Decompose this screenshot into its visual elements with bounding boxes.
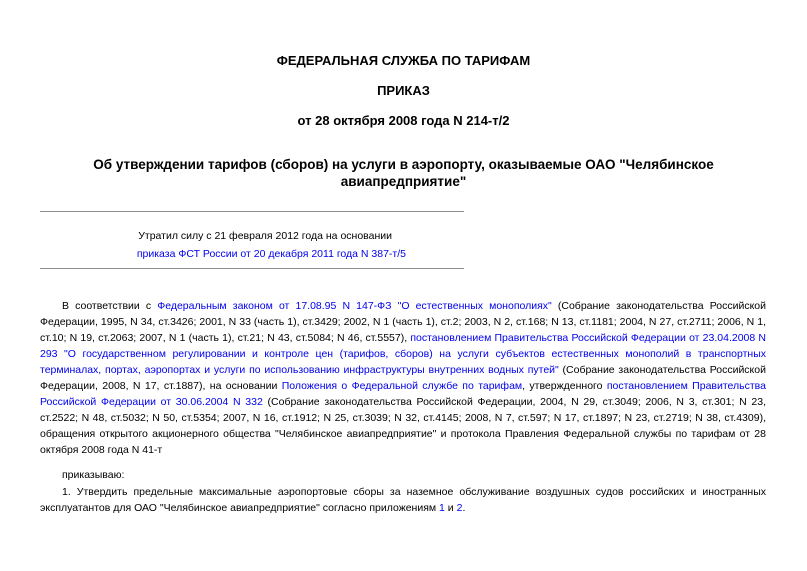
agency-heading: ФЕДЕРАЛЬНАЯ СЛУЖБА ПО ТАРИФАМ (276, 53, 531, 68)
item1-text-1: 1. Утвердить предельные максимальные аэропортовые сборы за наземное обслуживание воздушных судов российских и иностранных эксплуатантов для ОАО "Челябинское авиапредприятие" согласно приложениям (40, 486, 766, 514)
resolution-293-link[interactable]: постановлением Правительства Российской Федерации от 23.04.2008 N 293 "О государственном регулировании и контроле цен (тарифов, сборов) на услуги субъектов естественных монополий в транспортных терминалах, портах, аэропортах и услуги по использованию инфраструктуры внутренних водных путей" (40, 332, 766, 376)
order-item-1 (40, 484, 766, 516)
item1-text-2: и (444, 502, 457, 514)
document-date-heading: от 28 октября 2008 года N 214-т/2 (297, 113, 510, 128)
status-note-text: Утратил силу с 21 февраля 2012 года на основании (138, 230, 392, 242)
appendix-1-link[interactable]: 1 (439, 502, 445, 514)
document-type-heading: ПРИКАЗ (377, 83, 430, 98)
preamble-text-2: (Собрание законодательства Российской Федерации, 1995, N 34, ст.3426; 2001, N 33 (часть 1), ст.3429; 2002, N 1 (часть 1), ст.2; 2003, N 2, ст.168; N 13, ст.1181; 2004, N 27, ст.2711; 2006, N 1, ст.10; N 19, ст.2063; 2007, N 1 (часть 1), ст.21; N 43, ст.5084; N 46, ст.5557), (40, 300, 766, 344)
preamble-text-5: (Собрание законодательства Российской Федерации, 2004, N 29, ст.3049; 2006, N 3, ст.301; N 23, ст.2522; N 48, ст.5032; N 50, ст.5354; 2007, N 16, ст.1912; N 25, ст.3039; N 32, ст.4145; 2008, N 7, ст.597; N 17, ст.1897; N 23, ст.2719; N 38, ст.4309), обращения открытого акционерного общества "Челябинское авиапредприятие" и протокола Правления Федеральной службы по тарифам от 28 октября 2008 года N 41-т (40, 396, 766, 456)
divider-top (40, 211, 464, 212)
repeal-order-link[interactable]: приказа ФСТ России от 20 декабря 2011 года N 387-т/5 (136, 248, 406, 260)
fst-regulation-link[interactable]: Положения о Федеральной службе по тарифам (281, 380, 523, 392)
preamble-text-1: В соответствии с (62, 300, 158, 312)
preamble-paragraph (40, 298, 766, 458)
order-word: приказываю: (62, 469, 125, 481)
preamble-text-4: , утвержденного (522, 380, 607, 392)
appendix-2-link[interactable]: 2 (456, 502, 463, 514)
law-147-fz-link[interactable]: Федеральным законом от 17.08.95 N 147-ФЗ "О естественных монополиях" (157, 300, 552, 312)
status-note (40, 227, 464, 263)
resolution-332-link[interactable]: постановлением Правительства Российской Федерации от 30.06.2004 N 332 (40, 380, 766, 408)
document-title: Об утверждении тарифов (сборов) на услуги в аэропорту, оказываемые ОАО "Челябинское авиапредприятие" (93, 157, 714, 189)
item1-text-3: . (462, 502, 466, 514)
preamble-text-3: (Собрание законодательства Российской Федерации, 2008, N 17, ст.1887), на основании (40, 364, 766, 392)
divider-bottom (40, 268, 464, 269)
